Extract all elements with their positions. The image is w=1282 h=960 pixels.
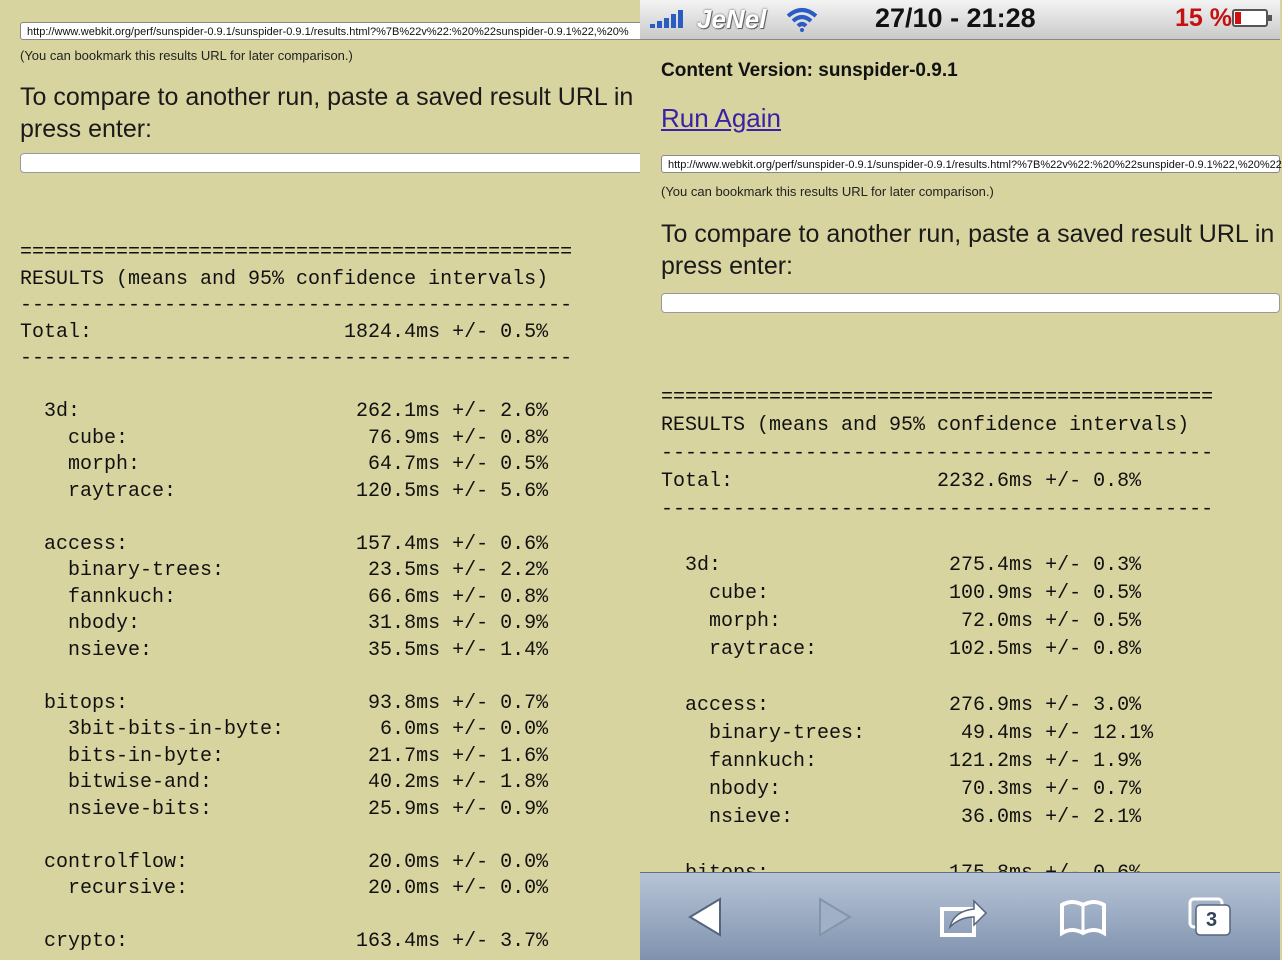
bookmark-note-right: (You can bookmark this results URL for later comparison.)	[661, 184, 994, 199]
results-table: ============================================== RESULTS (means and 95% confidence intervals) ---------------------------------------------- Total: 1824.4ms +/- 0.5% ---------------------------------------------- 3d: 262.1ms +/- 2.6% cube: 76.9ms +/- 0.8% morph: 64.7ms +/- 0.5% raytrace: 120.5ms +/- 5.6% access: 157.4ms +/- 0.6% binary-trees: 23.5ms +/- 2.2% fannkuch: 66.6ms +/- 0.8% nbody: 31.8ms +/- 0.9% nsieve: 35.5ms +/- 1.4% bitops: 93.8ms +/- 0.7% 3bit-bits-in-byte: 6.0ms +/- 0.0% bits-in-byte: 21.7ms +/- 1.6% bitwise-and: 40.2ms +/- 1.8% nsieve-bits: 25.9ms +/- 0.9% controlflow: 20.0ms +/- 0.0% recursive: 20.0ms +/- 0.0% crypto: 163.4ms +/- 3.7%	[20, 241, 573, 953]
tab-count: 3	[1206, 909, 1218, 931]
battery-icon	[1232, 9, 1268, 27]
results-clip	[640, 380, 1280, 872]
compare-url-input-right[interactable]	[661, 293, 1280, 313]
battery-percent: 15 %	[1175, 4, 1232, 32]
bookmark-note: (You can bookmark this results URL for later comparison.)	[20, 48, 353, 63]
wifi-icon	[786, 6, 818, 32]
bookmarks-icon[interactable]	[1058, 895, 1108, 939]
tabs-button[interactable]	[1186, 895, 1236, 939]
left-browser-page	[0, 0, 640, 960]
signal-icon	[650, 10, 692, 28]
clock: 27/10 - 21:28	[875, 3, 1036, 33]
compare-instructions-right: To compare to another run, paste a saved result URL in press enter:	[661, 220, 1275, 280]
result-url-field-right[interactable]: http://www.webkit.org/perf/sunspider-0.9.1/sunspider-0.9.1/results.html?%7B%22v%22:%20%22sunspider-0.9.1%22,%20%22	[661, 155, 1280, 173]
result-url-field[interactable]: http://www.webkit.org/perf/sunspider-0.9.1/sunspider-0.9.1/results.html?%7B%22v%22:%20%22sunspider-0.9.1%22,%20%	[20, 22, 660, 40]
safari-toolbar	[640, 872, 1280, 960]
content-version: Content Version: sunspider-0.9.1	[661, 60, 958, 81]
carrier-name: JeNel	[697, 4, 767, 34]
compare-instructions: To compare to another run, paste a saved result URL in press enter:	[20, 83, 634, 143]
forward-icon[interactable]	[808, 895, 858, 939]
results-table-right: ============================================== RESULTS (means and 95% confidence intervals) ---------------------------------------------- Total: 2232.6ms +/- 0.8% ---------------------------------------------- 3d: 275.4ms +/- 0.3% cube: 100.9ms +/- 0.5% morph: 72.0ms +/- 0.5% raytrace: 102.5ms +/- 0.8% access: 276.9ms +/- 3.0% binary-trees: 49.4ms +/- 12.1% fannkuch: 121.2ms +/- 1.9% nbody: 70.3ms +/- 0.7% nsieve: 36.0ms +/- 2.1%	[661, 386, 1214, 829]
back-icon[interactable]	[682, 895, 732, 939]
status-bar	[640, 0, 1280, 40]
compare-url-input[interactable]	[20, 153, 660, 173]
share-icon[interactable]	[938, 895, 988, 939]
run-again-link[interactable]: Run Again	[661, 103, 781, 133]
